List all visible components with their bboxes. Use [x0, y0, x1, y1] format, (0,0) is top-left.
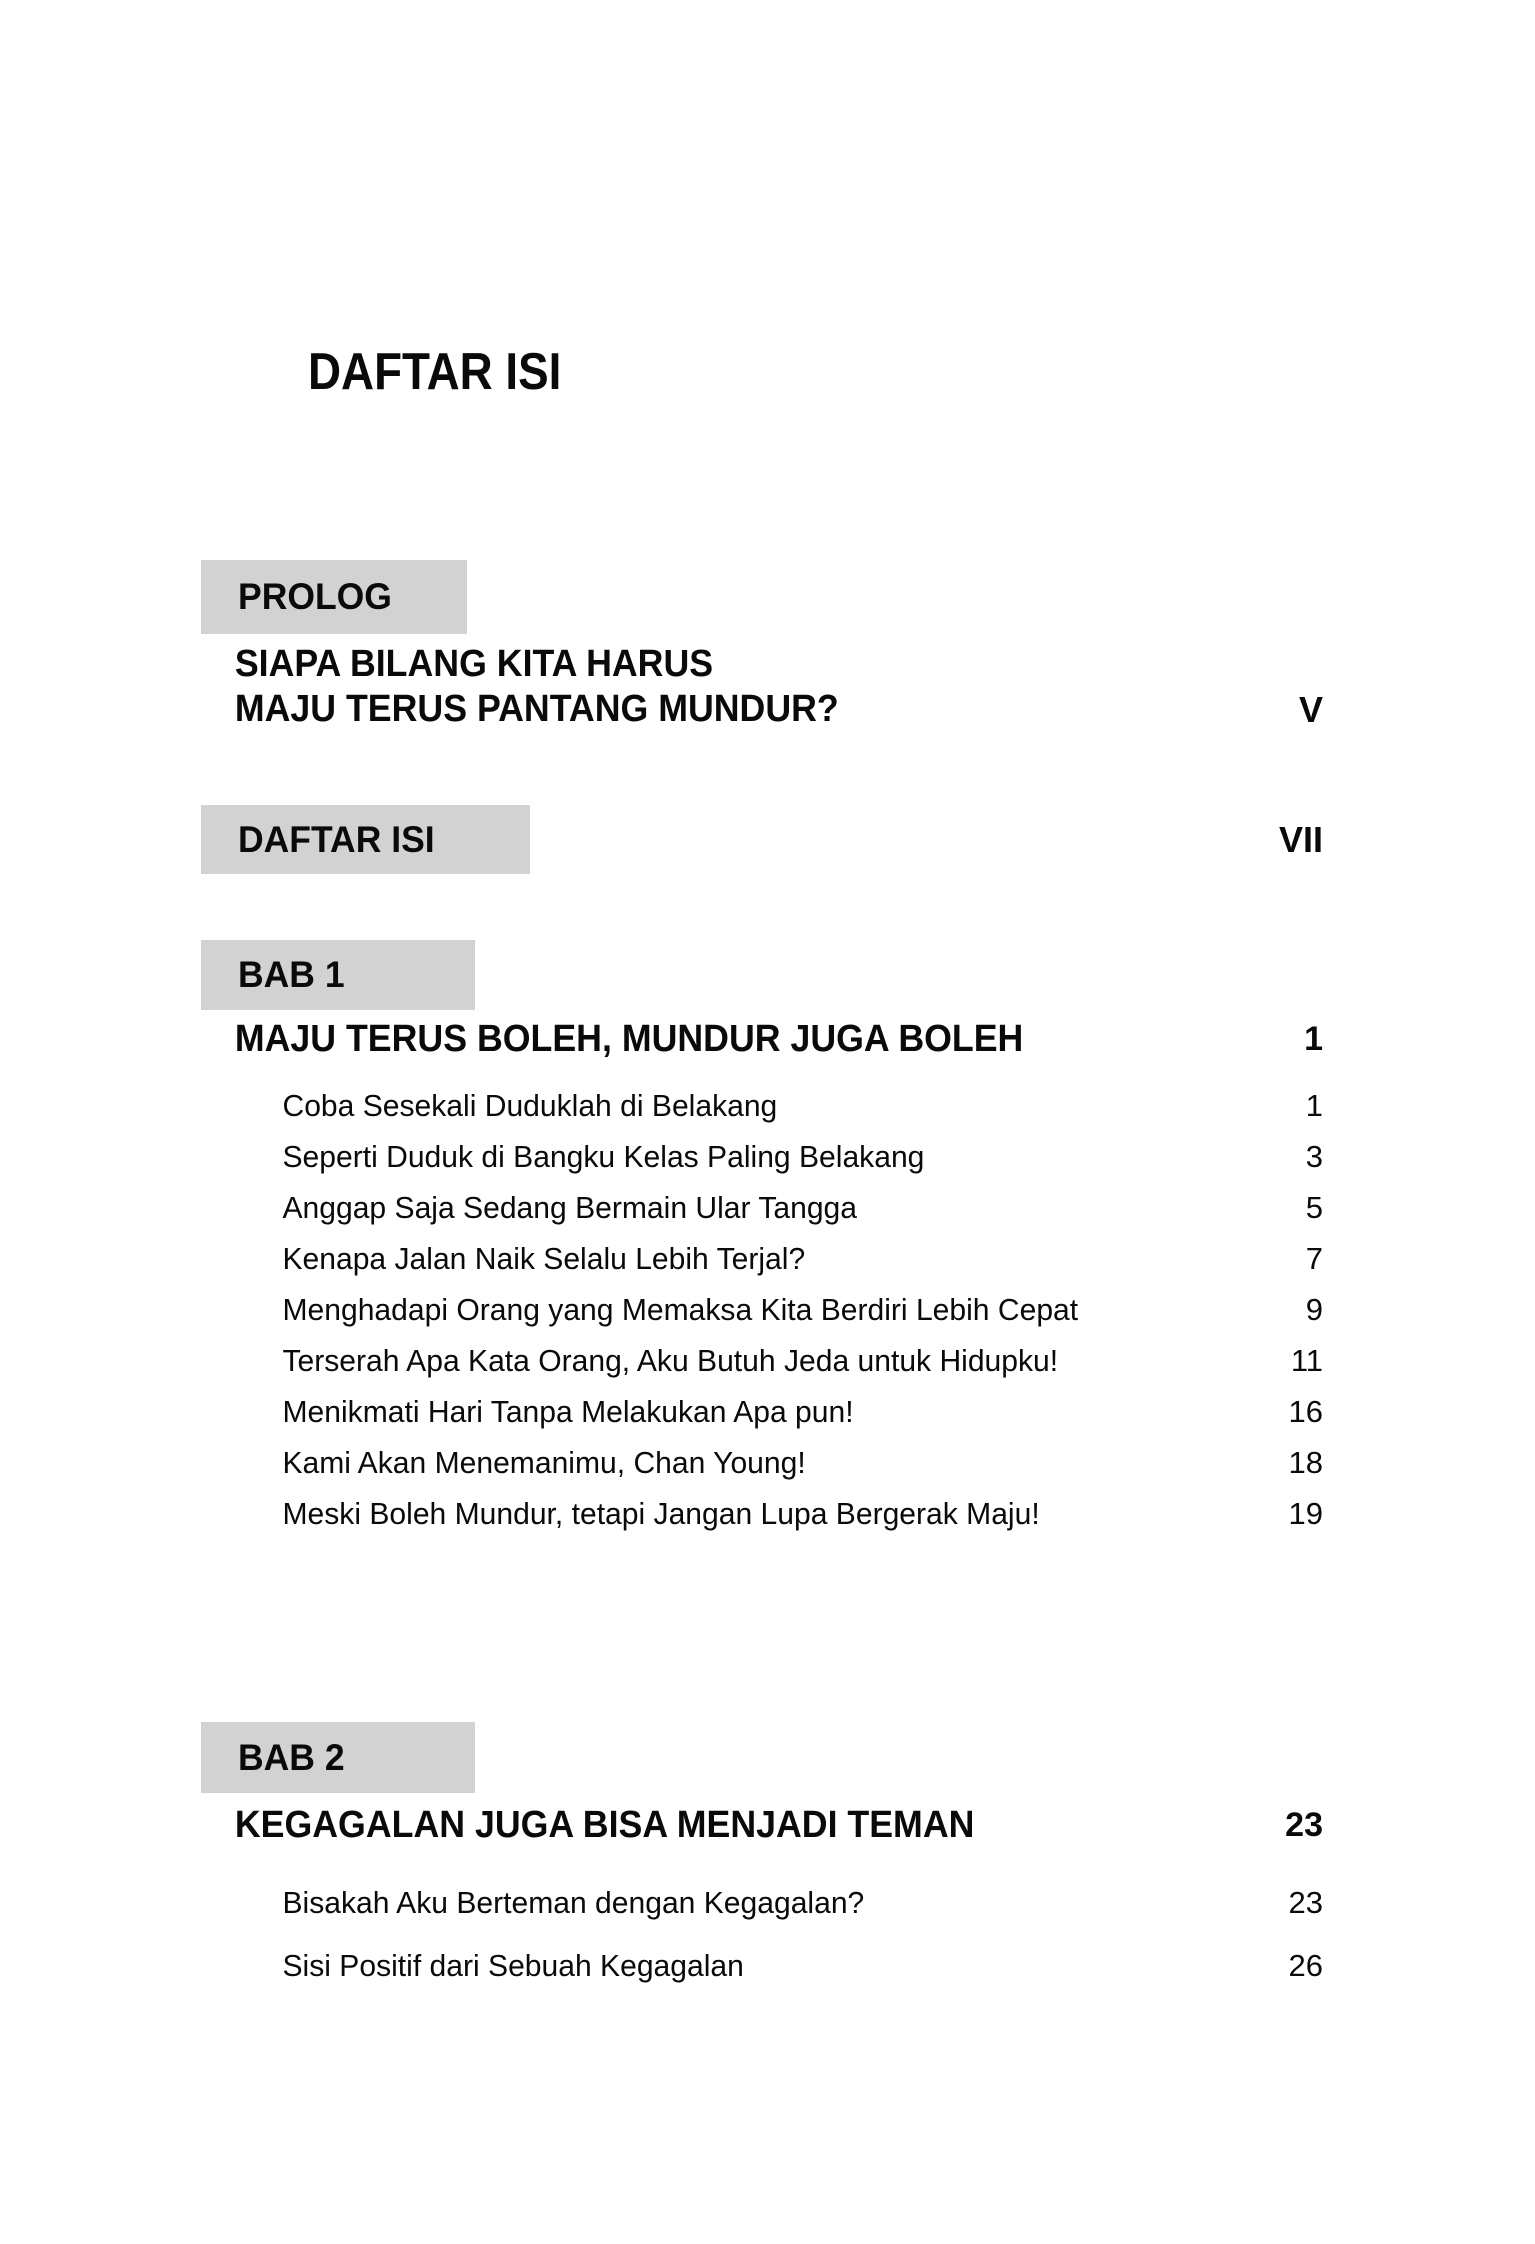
toc-entry [201, 1437, 1323, 1488]
toc-entry [201, 1871, 1323, 1934]
toc-entry-page: 1 [1305, 1087, 1323, 1123]
daftar-isi-page-number: VII [1278, 818, 1323, 860]
prolog-tag-box [201, 560, 467, 634]
toc-entry [201, 1131, 1323, 1182]
toc-entry [201, 1335, 1323, 1386]
toc-entry-label: Terserah Apa Kata Orang, Aku Butuh Jeda untuk Hidupku! [282, 1342, 1059, 1378]
toc-entry [201, 1488, 1323, 1539]
toc-entry-daftar-isi [201, 805, 1323, 874]
bab2-title: KEGAGALAN JUGA BISA MENJADI TEMAN [234, 1804, 975, 1846]
toc-entry-label: Anggap Saja Sedang Bermain Ular Tangga [282, 1189, 858, 1225]
toc-entry [201, 1233, 1323, 1284]
toc-entry-bab2-title [201, 1800, 1323, 1851]
toc-entry-label: Kami Akan Menemanimu, Chan Young! [282, 1444, 806, 1480]
bab1-tag-box [201, 940, 475, 1010]
toc-entry-label: Seperti Duduk di Bangku Kelas Paling Belakang [282, 1138, 925, 1174]
toc-entry-page: 5 [1305, 1189, 1323, 1225]
bab1-tag-label: BAB 1 [238, 954, 345, 995]
toc-entry [201, 1934, 1323, 1997]
toc-entry [201, 1386, 1323, 1437]
toc-entry-page: 26 [1288, 1947, 1323, 1983]
bab1-item-list [201, 1080, 1323, 1539]
daftar-isi-tag-label: DAFTAR ISI [238, 818, 435, 860]
bab1-page-number: 1 [1304, 1020, 1323, 1058]
toc-entry-label: Meski Boleh Mundur, tetapi Jangan Lupa Bergerak Maju! [282, 1495, 1040, 1531]
prolog-title-line1: SIAPA BILANG KITA HARUS [234, 643, 714, 685]
toc-entry-label: Coba Sesekali Duduklah di Belakang [282, 1087, 778, 1123]
toc-entry-label: Menikmati Hari Tanpa Melakukan Apa pun! [282, 1393, 854, 1429]
toc-entry [201, 1284, 1323, 1335]
toc-entry-page: 19 [1288, 1495, 1323, 1531]
toc-entry-page: 3 [1305, 1138, 1323, 1174]
toc-entry-page: 16 [1288, 1393, 1323, 1429]
toc-entry-page: 9 [1305, 1291, 1323, 1327]
bab2-tag-box [201, 1722, 475, 1793]
toc-entry [201, 1080, 1323, 1131]
bab2-tag-label: BAB 2 [238, 1736, 345, 1778]
toc-entry-bab1-title [201, 1014, 1323, 1065]
toc-entry-label: Sisi Positif dari Sebuah Kegagalan [282, 1947, 744, 1983]
toc-entry [201, 1182, 1323, 1233]
toc-entry-page: 7 [1305, 1240, 1323, 1276]
bab2-page-number: 23 [1285, 1806, 1323, 1844]
prolog-title-line2: MAJU TERUS PANTANG MUNDUR? [234, 688, 839, 730]
bab2-item-list [201, 1871, 1323, 1997]
prolog-tag-label: PROLOG [238, 576, 392, 617]
toc-entry-label: Bisakah Aku Berteman dengan Kegagalan? [282, 1884, 865, 1920]
toc-entry-page: 11 [1290, 1342, 1323, 1378]
prolog-title [201, 642, 839, 732]
page-title: DAFTAR ISI [308, 343, 562, 401]
prolog-page-number: V [1298, 689, 1323, 730]
toc-entry-label: Menghadapi Orang yang Memaksa Kita Berdiri Lebih Cepat [282, 1291, 1079, 1327]
toc-entry-label: Kenapa Jalan Naik Selalu Lebih Terjal? [282, 1240, 806, 1276]
toc-entry-prolog [201, 636, 1323, 732]
bab1-title: MAJU TERUS BOLEH, MUNDUR JUGA BOLEH [234, 1018, 1024, 1060]
toc-entry-page: 18 [1288, 1444, 1323, 1480]
toc-entry-page: 23 [1288, 1884, 1323, 1920]
